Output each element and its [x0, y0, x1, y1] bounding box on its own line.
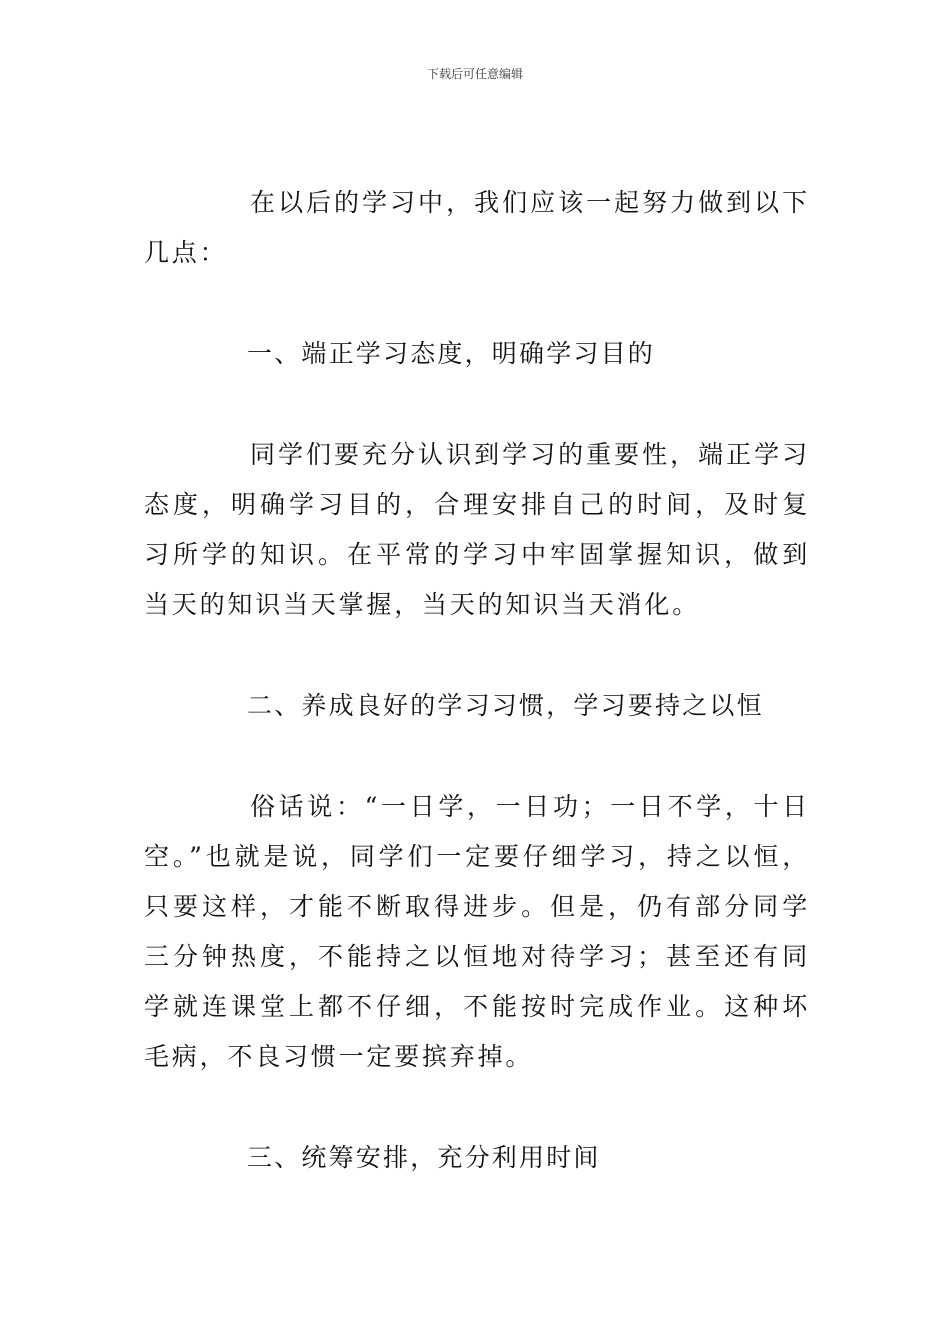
paragraph-gap	[144, 731, 810, 782]
section3-heading: 三、统筹安排，充分利用时间	[247, 1143, 601, 1172]
paragraph-gap	[144, 278, 810, 329]
page-header-note: 下载后可任意编辑	[426, 67, 523, 81]
intro-paragraph: 在以后的学习中，我们应该一起努力做到以下几点：	[144, 188, 810, 267]
section2-paragraph: 俗话说：“一日学，一日功；一日不学，十日空。”也就是说，同学们一定要仔细学习，持之以恒，只要这样，才能不断取得进步。但是，仍有部分同学三分钟热度，不能持之以恒地对待学习；甚至还有同学就连课堂上都不仔细，不能按时完成作业。这种坏毛病，不良习惯一定要摈弃掉。	[144, 792, 810, 1071]
paragraph-gap	[144, 1082, 810, 1133]
document-body	[144, 178, 810, 1183]
section2-heading: 二、养成良好的学习习惯，学习要持之以恒	[247, 691, 764, 720]
paragraph-gap	[144, 379, 810, 430]
section1-heading: 一、端正学习态度，明确学习目的	[247, 339, 656, 368]
paragraph-gap	[144, 630, 810, 681]
section1-paragraph: 同学们要充分认识到学习的重要性，端正学习态度，明确学习目的，合理安排自己的时间，及时复习所学的知识。在平常的学习中牢固掌握知识，做到当天的知识当天掌握，当天的知识当天消化。	[144, 440, 810, 619]
